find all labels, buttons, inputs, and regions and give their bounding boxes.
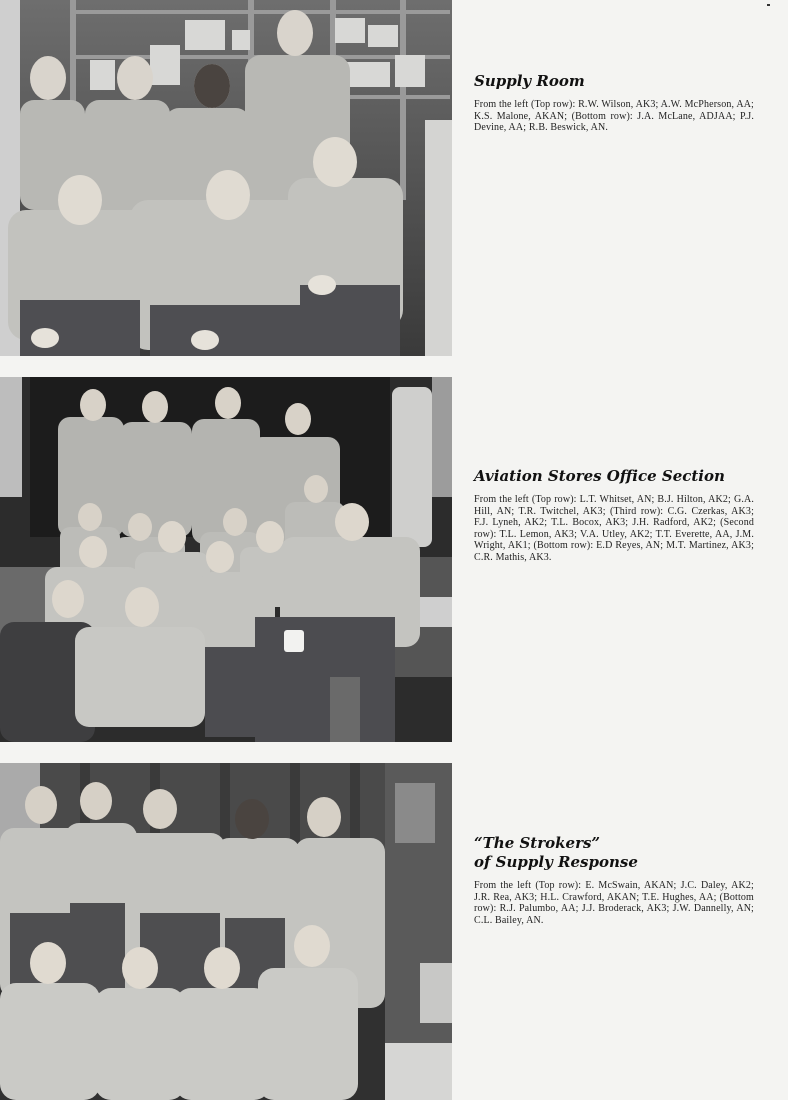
caption-body: From the left (Top row): R.W. Wilson, AK3; A.W. McPherson, AA; K.S. Malone, AKAN; (Bottom row): J.A. McLane, ADJAA; P.J. Devine, AA; R.B. Beswick, AN. bbox=[474, 99, 754, 134]
caption-title-line: Aviation Stores Office Section bbox=[474, 467, 725, 485]
caption-supply-room bbox=[474, 72, 754, 134]
photo-strokers-graphic bbox=[0, 763, 452, 1100]
photo-supply-room bbox=[0, 0, 452, 356]
caption-title-line: “The Strokers” bbox=[474, 834, 601, 852]
photo-aviation-stores bbox=[0, 377, 452, 742]
caption-title-line: of Supply Response bbox=[474, 853, 638, 871]
caption-aviation-stores bbox=[474, 467, 754, 564]
photo-aviation-stores-graphic bbox=[0, 377, 452, 742]
caption-strokers bbox=[474, 834, 754, 926]
photo-supply-room-graphic bbox=[0, 0, 452, 356]
caption-title bbox=[474, 72, 754, 91]
caption-body: From the left (Top row): E. McSwain, AKAN; J.C. Daley, AK2; J.R. Rea, AK3; H.L. Crawford, AKAN; T.E. Hughes, AA; (Bottom row): R.J. Palumbo, AA; J.J. Broderack, AK3; J.W. Dannelly, AN; C.L. Bailey, AN. bbox=[474, 880, 754, 926]
photo-strokers bbox=[0, 763, 452, 1100]
caption-title-line: Supply Room bbox=[474, 72, 585, 90]
caption-body: From the left (Top row): L.T. Whitset, AN; B.J. Hilton, AK2; G.A. Hill, AN; T.R. Twitchel, AK3; (Third row): C.G. Czerkas, AK3; F.J. Lyneh, AK2; T.L. Bocox, AK3; J.H. Radford, AK2; (Second row): T.L. Lemon, AK3; V.A. Utley, AK2; T.T. Everette, AA, J.M. Wright, AK1; (Bottom row): E.D Reyes, AN; M.T. Martinez, AK3; C.R. Mathis, AK3. bbox=[474, 494, 754, 563]
caption-title bbox=[474, 467, 754, 486]
caption-title bbox=[474, 834, 754, 872]
page-edge-mark bbox=[767, 4, 770, 6]
